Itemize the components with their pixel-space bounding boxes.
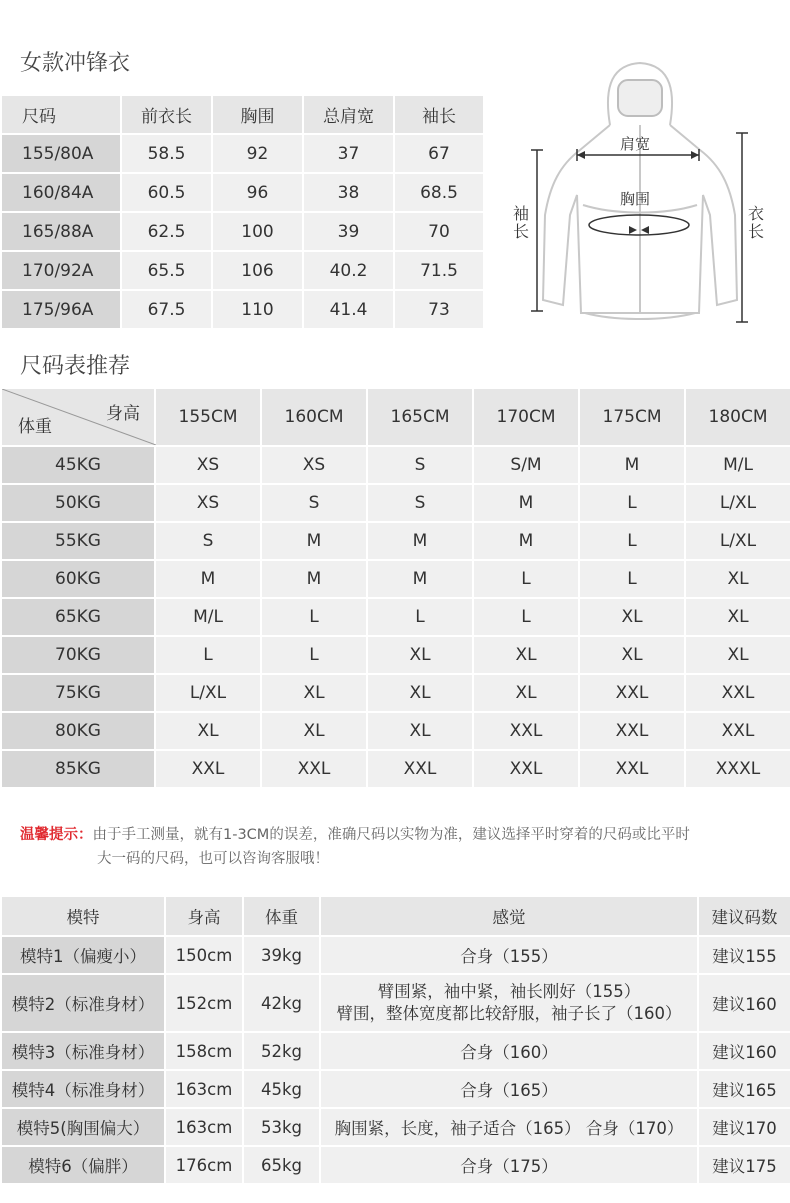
feel-line: 合身（155） <box>460 947 558 966</box>
table-cell: 73 <box>394 290 484 329</box>
weight-label: 55KG <box>1 522 155 560</box>
header-cell: 袖长 <box>394 95 484 134</box>
size-cell: XXL <box>367 750 473 788</box>
table-cell: 38 <box>303 173 394 212</box>
table-cell: 106 <box>212 251 303 290</box>
model-weight: 45kg <box>243 1070 320 1108</box>
corner-cell <box>1 388 155 446</box>
header-cell: 前衣长 <box>121 95 212 134</box>
model-suggest: 建议160 <box>698 974 790 1032</box>
size-cell: L <box>579 522 685 560</box>
table-row <box>1 712 790 750</box>
jacket-diagram <box>515 55 765 330</box>
size-cell: XXL <box>579 674 685 712</box>
model-suggest: 建议160 <box>698 1032 790 1070</box>
size-cell: M <box>367 560 473 598</box>
model-weight: 42kg <box>243 974 320 1032</box>
model-height: 158cm <box>165 1032 243 1070</box>
header-cell: 胸围 <box>212 95 303 134</box>
feel-line: 合身（175） <box>460 1157 558 1176</box>
size-cell: XXL <box>473 712 579 750</box>
model-suggest: 建议165 <box>698 1070 790 1108</box>
size-cell: L <box>579 484 685 522</box>
size-cell: L <box>473 560 579 598</box>
recommend-table <box>0 387 790 789</box>
model-table <box>0 895 790 1185</box>
shoulder-label: 肩宽 <box>620 135 651 153</box>
weight-label: 45KG <box>1 446 155 484</box>
table-cell: 62.5 <box>121 212 212 251</box>
size-cell: XXXL <box>685 750 790 788</box>
model-feel <box>320 1032 698 1070</box>
feel-line: 合身（165） <box>460 1081 558 1100</box>
table-row <box>1 212 484 251</box>
size-cell: XS <box>261 446 367 484</box>
size-cell: L/XL <box>155 674 261 712</box>
model-weight: 52kg <box>243 1032 320 1070</box>
tip-line2: 大一码的尺码，也可以咨询客服哦！ <box>97 851 329 867</box>
table-row <box>1 598 790 636</box>
size-cell: XL <box>579 598 685 636</box>
size-cell: XXL <box>579 712 685 750</box>
corner-height-label: 身高 <box>106 404 140 424</box>
size-cell: L <box>261 636 367 674</box>
size-cell: L <box>367 598 473 636</box>
size-cell: M/L <box>155 598 261 636</box>
table-row <box>1 522 790 560</box>
model-feel <box>320 974 698 1032</box>
size-cell: XS <box>155 446 261 484</box>
model-name: 模特5(胸围偏大） <box>1 1108 165 1146</box>
size-cell: L <box>579 560 685 598</box>
feel-line: 胸围紧，长度，袖子适合（165） 合身（170） <box>334 1119 684 1138</box>
size-cell: XL <box>367 636 473 674</box>
size-label: 175/96A <box>1 290 121 329</box>
weight-label: 75KG <box>1 674 155 712</box>
model-feel <box>320 1108 698 1146</box>
model-weight: 53kg <box>243 1108 320 1146</box>
feel-line: 合身（160） <box>460 1043 558 1062</box>
table-cell: 60.5 <box>121 173 212 212</box>
feel-line: 臂围紧，袖中紧，袖长刚好（155） <box>377 982 641 1001</box>
model-height: 163cm <box>165 1108 243 1146</box>
table-cell: 70 <box>394 212 484 251</box>
size-cell: S <box>261 484 367 522</box>
model-suggest: 建议175 <box>698 1146 790 1184</box>
table-cell: 110 <box>212 290 303 329</box>
size-label: 155/80A <box>1 134 121 173</box>
size-cell: XL <box>685 560 790 598</box>
model-name: 模特3（标准身材） <box>1 1032 165 1070</box>
table-row <box>1 560 790 598</box>
size-cell: XL <box>473 636 579 674</box>
tip-note <box>20 823 780 871</box>
table-row <box>1 936 790 974</box>
header-cell: 体重 <box>243 896 320 936</box>
height-header: 175CM <box>579 388 685 446</box>
tip-label: 温馨提示： <box>20 827 93 843</box>
table-row <box>1 446 790 484</box>
model-suggest: 建议170 <box>698 1108 790 1146</box>
model-feel <box>320 936 698 974</box>
size-cell: M <box>367 522 473 560</box>
table-cell: 67 <box>394 134 484 173</box>
size-cell: XL <box>685 636 790 674</box>
table-cell: 37 <box>303 134 394 173</box>
model-weight: 65kg <box>243 1146 320 1184</box>
table-row <box>1 290 484 329</box>
recommend-header <box>1 388 790 446</box>
size-cell: S <box>367 446 473 484</box>
size-cell: XL <box>367 712 473 750</box>
model-feel <box>320 1070 698 1108</box>
height-header: 155CM <box>155 388 261 446</box>
size-cell: XXL <box>261 750 367 788</box>
section-title-jacket: 女款冲锋衣 <box>20 51 131 76</box>
size-cell: L <box>155 636 261 674</box>
table-row <box>1 636 790 674</box>
size-cell: L <box>261 598 367 636</box>
height-header: 165CM <box>367 388 473 446</box>
size-cell: XXL <box>155 750 261 788</box>
weight-label: 60KG <box>1 560 155 598</box>
table-row <box>1 173 484 212</box>
model-name: 模特2（标准身材） <box>1 974 165 1032</box>
table-row <box>1 1146 790 1184</box>
size-table <box>0 94 485 330</box>
model-name: 模特4（标准身材） <box>1 1070 165 1108</box>
model-name: 模特1（偏瘦小） <box>1 936 165 974</box>
chest-label: 胸围 <box>620 190 651 208</box>
feel-line: 臂围，整体宽度都比较舒服，袖子长了（160） <box>336 1004 682 1023</box>
table-cell: 71.5 <box>394 251 484 290</box>
size-cell: S/M <box>473 446 579 484</box>
header-cell: 模特 <box>1 896 165 936</box>
size-cell: S <box>155 522 261 560</box>
model-height: 152cm <box>165 974 243 1032</box>
model-weight: 39kg <box>243 936 320 974</box>
size-cell: XXL <box>579 750 685 788</box>
table-row <box>1 674 790 712</box>
size-cell: XL <box>155 712 261 750</box>
table-row <box>1 1108 790 1146</box>
table-cell: 40.2 <box>303 251 394 290</box>
model-height: 150cm <box>165 936 243 974</box>
size-cell: XL <box>367 674 473 712</box>
weight-label: 50KG <box>1 484 155 522</box>
size-cell: L/XL <box>685 522 790 560</box>
height-header: 170CM <box>473 388 579 446</box>
model-height: 176cm <box>165 1146 243 1184</box>
size-cell: XL <box>473 674 579 712</box>
weight-label: 70KG <box>1 636 155 674</box>
sleeve-label: 袖长 <box>513 204 530 241</box>
model-header <box>1 896 790 936</box>
size-cell: M <box>473 484 579 522</box>
table-row <box>1 750 790 788</box>
weight-label: 65KG <box>1 598 155 636</box>
size-cell: M <box>473 522 579 560</box>
size-label: 160/84A <box>1 173 121 212</box>
header-cell: 感觉 <box>320 896 698 936</box>
size-cell: XXL <box>473 750 579 788</box>
table-cell: 100 <box>212 212 303 251</box>
size-cell: XXL <box>685 674 790 712</box>
size-cell: M <box>155 560 261 598</box>
size-cell: XL <box>685 598 790 636</box>
table-cell: 39 <box>303 212 394 251</box>
table-cell: 67.5 <box>121 290 212 329</box>
size-cell: L <box>473 598 579 636</box>
height-header: 180CM <box>685 388 790 446</box>
weight-label: 80KG <box>1 712 155 750</box>
size-cell: XL <box>261 712 367 750</box>
size-cell: M <box>261 560 367 598</box>
length-label: 衣长 <box>748 204 765 241</box>
table-row <box>1 974 790 1032</box>
header-cell: 建议码数 <box>698 896 790 936</box>
tip-line1: 由于手工测量，就有1-3CM的误差，准确尺码以实物为准，建议选择平时穿着的尺码或比平时 <box>92 827 690 843</box>
table-row <box>1 251 484 290</box>
size-cell: M/L <box>685 446 790 484</box>
size-cell: M <box>261 522 367 560</box>
table-cell: 92 <box>212 134 303 173</box>
table-row <box>1 134 484 173</box>
table-cell: 65.5 <box>121 251 212 290</box>
table-cell: 58.5 <box>121 134 212 173</box>
corner-weight-label: 体重 <box>18 417 52 437</box>
model-height: 163cm <box>165 1070 243 1108</box>
size-cell: L/XL <box>685 484 790 522</box>
section-title-recommend: 尺码表推荐 <box>20 354 131 379</box>
table-row <box>1 1070 790 1108</box>
size-cell: M <box>579 446 685 484</box>
table-cell: 68.5 <box>394 173 484 212</box>
size-cell: XS <box>155 484 261 522</box>
height-header: 160CM <box>261 388 367 446</box>
model-suggest: 建议155 <box>698 936 790 974</box>
table-row <box>1 484 790 522</box>
header-cell: 身高 <box>165 896 243 936</box>
size-cell: XXL <box>685 712 790 750</box>
table-row <box>1 1032 790 1070</box>
weight-label: 85KG <box>1 750 155 788</box>
header-cell: 尺码 <box>1 95 121 134</box>
size-cell: XL <box>261 674 367 712</box>
header-cell: 总肩宽 <box>303 95 394 134</box>
size-table-header <box>1 95 484 134</box>
size-label: 165/88A <box>1 212 121 251</box>
size-cell: S <box>367 484 473 522</box>
model-name: 模特6（偏胖） <box>1 1146 165 1184</box>
model-feel <box>320 1146 698 1184</box>
size-cell: XL <box>579 636 685 674</box>
table-cell: 96 <box>212 173 303 212</box>
size-label: 170/92A <box>1 251 121 290</box>
table-cell: 41.4 <box>303 290 394 329</box>
